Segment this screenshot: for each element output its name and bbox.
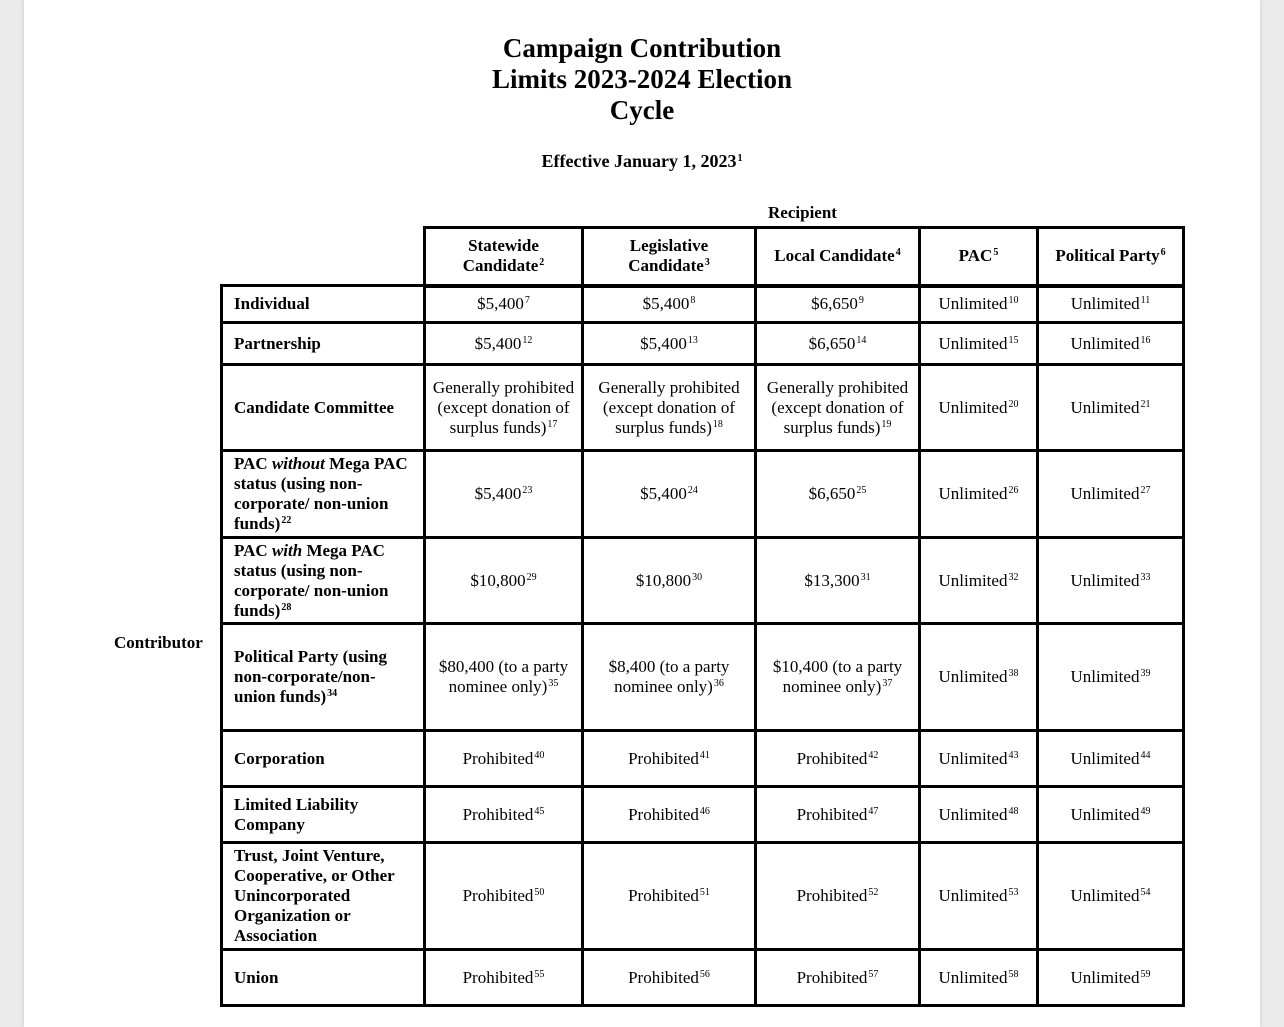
footnote-ref: 2 [539,257,545,269]
footnote-ref: 49 [1140,805,1151,817]
footnote-ref: 40 [534,749,545,761]
footnote-ref: 7 [524,295,530,307]
footnote-ref: 42 [868,749,879,761]
limit-cell: Unlimited$^{44}$ [1038,731,1184,787]
limit-cell: $5,400$^{24}$ [583,451,756,538]
limit-cell: Unlimited$^{58}$ [920,950,1038,1006]
limit-cell: Unlimited$^{49}$ [1038,787,1184,843]
limit-cell: Unlimited$^{11}$ [1038,286,1184,323]
limit-cell: $10,800$^{29}$ [425,538,583,624]
footnote-ref: 39 [1140,668,1151,679]
footnote-ref: 22 [281,515,292,526]
footnote-ref: 43 [1008,749,1019,761]
footnote-ref: 33 [1140,571,1151,583]
row-label: Candidate Committee [222,365,425,451]
limit-cell: Generally prohibited (except donation of surplus funds)$^{19}$ [756,365,920,451]
limit-cell: Prohibited$^{45}$ [425,787,583,843]
limit-cell: Prohibited$^{42}$ [756,731,920,787]
limit-cell: Unlimited$^{48}$ [920,787,1038,843]
header-row [222,228,1184,286]
footnote-ref: 31 [860,571,871,583]
table-row-candidate-committee [222,365,1184,451]
limit-cell: Unlimited$^{32}$ [920,538,1038,624]
footnote-ref: 57 [868,968,879,980]
column-header-local: Local Candidate$^4$ [756,228,920,286]
title-line: Campaign Contribution [502,33,782,63]
footnote-ref: 53 [1008,887,1019,898]
table-row-pac-with-mega [222,538,1184,624]
footnote-ref: 4 [895,247,901,259]
footnote-ref: 6 [1160,247,1166,259]
limit-cell: Unlimited$^{53}$ [920,843,1038,950]
limit-cell: Unlimited$^{43}$ [920,731,1038,787]
recipient-label: Recipient [768,203,837,222]
footnote-ref: 29 [526,571,537,583]
limit-cell: Unlimited$^{15}$ [920,323,1038,365]
limit-cell: Unlimited$^{39}$ [1038,624,1184,731]
limit-cell: Prohibited$^{56}$ [583,950,756,1006]
limit-cell: Unlimited$^{20}$ [920,365,1038,451]
limit-cell: Unlimited$^{21}$ [1038,365,1184,451]
footnote-ref: 14 [856,334,867,346]
title-line: Cycle [609,95,675,125]
title-line: Limits 2023-2024 Election [492,64,792,94]
page-title [0,33,1284,126]
footnote-ref: 27 [1140,485,1151,496]
limit-cell: $13,300$^{31}$ [756,538,920,624]
footnote-ref: 55 [534,968,545,980]
contribution-limits-table [220,226,1185,1007]
footnote-ref: 48 [1008,805,1019,817]
limit-cell: Unlimited$^{27}$ [1038,451,1184,538]
contributor-label: Contributor [114,633,203,652]
limit-cell: $5,400$^7$ [425,286,583,323]
footnote-ref: 56 [699,968,710,980]
row-label: Individual [222,286,425,323]
footnote-ref: 41 [699,749,710,761]
row-label: PAC with Mega PAC status (using non-corporate/ non-union funds)$^{28}$ [222,538,425,624]
effective-date [0,151,1284,172]
footnote-ref: 1 [737,153,743,164]
footnote-ref: 18 [712,418,723,430]
footnote-ref: 12 [522,334,533,346]
limit-cell: $5,400$^{13}$ [583,323,756,365]
limit-cell: Unlimited$^{33}$ [1038,538,1184,624]
table-row-political-party [222,624,1184,731]
limit-cell: Unlimited$^{38}$ [920,624,1038,731]
footnote-ref: 28 [281,601,292,613]
limit-cell: Prohibited$^{46}$ [583,787,756,843]
limit-cell: $5,400$^{12}$ [425,323,583,365]
row-label: PAC without Mega PAC status (using non-corporate/ non-union funds)$^{22}$ [222,451,425,538]
limit-cell: Prohibited$^{40}$ [425,731,583,787]
column-header-pac: PAC$^5$ [920,228,1038,286]
limit-cell: Unlimited$^{26}$ [920,451,1038,538]
limit-cell: Generally prohibited (except donation of surplus funds)$^{18}$ [583,365,756,451]
footnote-ref: 15 [1008,334,1019,346]
table-row-llc [222,787,1184,843]
footnote-ref: 17 [547,418,558,430]
footnote-ref: 45 [534,805,545,817]
table-row-individual [222,286,1184,323]
header-blank-cell [222,228,425,286]
column-header-political-party: Political Party$^6$ [1038,228,1184,286]
limit-cell: Unlimited$^{59}$ [1038,950,1184,1006]
column-header-legislative: Legislative Candidate$^3$ [583,228,756,286]
footnote-ref: 35 [548,678,559,689]
effective-date-text: Effective January 1, 2023 [541,151,737,171]
footnote-ref: 58 [1008,968,1019,980]
table-row-union [222,950,1184,1006]
row-label: Political Party (using non-corporate/non-union funds)$^{34}$ [222,624,425,731]
footnote-ref: 26 [1008,485,1019,496]
limit-cell: Prohibited$^{41}$ [583,731,756,787]
footnote-ref: 11 [1140,295,1151,307]
footnote-ref: 38 [1008,668,1019,679]
footnote-ref: 23 [522,485,533,496]
footnote-ref: 32 [1008,571,1019,583]
footnote-ref: 50 [534,887,545,898]
limit-cell: $8,400 (to a party nominee only)$^{36}$ [583,624,756,731]
footnote-ref: 10 [1008,295,1019,307]
footnote-ref: 44 [1140,749,1151,761]
limit-cell: $80,400 (to a party nominee only)$^{35}$ [425,624,583,731]
footnote-ref: 25 [856,485,867,496]
limit-cell: Prohibited$^{55}$ [425,950,583,1006]
footnote-ref: 37 [882,678,893,689]
row-label: Corporation [222,731,425,787]
footnote-ref: 5 [993,247,999,259]
limit-cell: $6,650$^{14}$ [756,323,920,365]
footnote-ref: 3 [704,257,710,269]
row-label: Limited Liability Company [222,787,425,843]
limit-cell: Prohibited$^{50}$ [425,843,583,950]
limit-cell: $5,400$^8$ [583,286,756,323]
row-label: Partnership [222,323,425,365]
table-row-corporation [222,731,1184,787]
table-row-trust-joint-venture [222,843,1184,950]
footnote-ref: 30 [692,571,703,583]
limit-cell: Prohibited$^{51}$ [583,843,756,950]
footnote-ref: 47 [868,805,879,817]
limit-cell: $10,800$^{30}$ [583,538,756,624]
footnote-ref: 8 [690,295,696,307]
limit-cell: $6,650$^9$ [756,286,920,323]
limit-cell: Unlimited$^{16}$ [1038,323,1184,365]
footnote-ref: 9 [858,295,864,307]
footnote-ref: 24 [687,485,698,496]
column-header-statewide: Statewide Candidate$^2$ [425,228,583,286]
table-row-pac-without-mega [222,451,1184,538]
footnote-ref: 16 [1140,334,1151,346]
footnote-ref: 46 [699,805,710,817]
footnote-ref: 36 [713,678,724,689]
footnote-ref: 21 [1140,398,1151,410]
footnote-ref: 59 [1140,968,1151,980]
limit-cell: Unlimited$^{10}$ [920,286,1038,323]
limit-cell: $6,650$^{25}$ [756,451,920,538]
footnote-ref: 51 [699,887,710,898]
limit-cell: $10,400 (to a party nominee only)$^{37}$ [756,624,920,731]
table-row-partnership [222,323,1184,365]
row-label: Union [222,950,425,1006]
limit-cell: Generally prohibited (except donation of surplus funds)$^{17}$ [425,365,583,451]
limit-cell: $5,400$^{23}$ [425,451,583,538]
footnote-ref: 34 [327,688,338,699]
limit-cell: Prohibited$^{47}$ [756,787,920,843]
footnote-ref: 20 [1008,398,1019,410]
footnote-ref: 52 [868,887,879,898]
limit-cell: Prohibited$^{52}$ [756,843,920,950]
footnote-ref: 19 [881,418,892,430]
footnote-ref: 54 [1140,887,1151,898]
row-label: Trust, Joint Venture, Cooperative, or Other Unincorporated Organization or Association [222,843,425,950]
footnote-ref: 13 [687,334,698,346]
limit-cell: Prohibited$^{57}$ [756,950,920,1006]
limit-cell: Unlimited$^{54}$ [1038,843,1184,950]
